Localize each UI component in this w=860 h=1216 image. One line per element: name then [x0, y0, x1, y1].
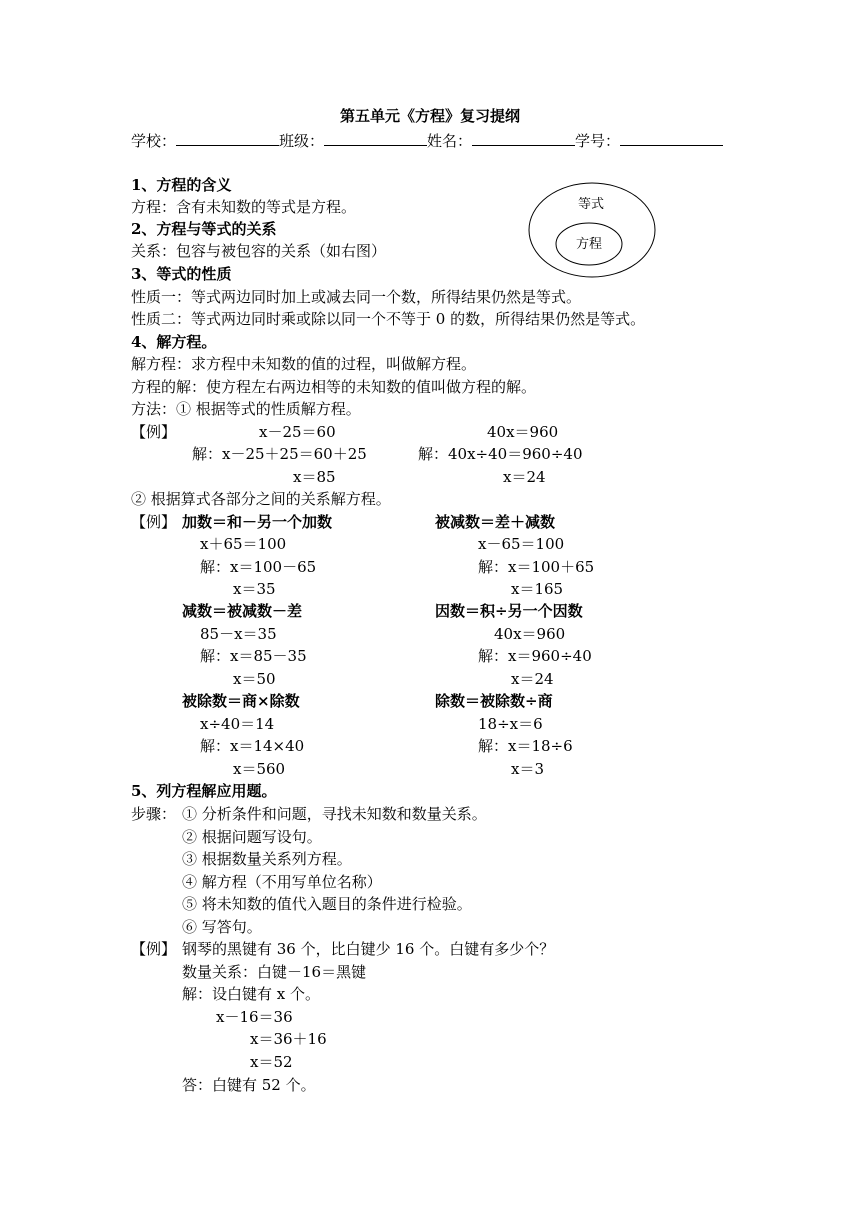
rule-subtrahend-answer: x＝50: [233, 670, 276, 688]
section-3-heading: 3、等式的性质: [131, 265, 232, 283]
rule-divisor-answer: x＝3: [511, 760, 545, 778]
section-2-text: 关系：包容与被包容的关系（如右图）: [131, 242, 387, 260]
example-3-label: 【例】: [131, 940, 177, 958]
rule-dividend-eq: x÷40＝14: [200, 715, 275, 733]
method-2: ② 根据算式各部分之间的关系解方程。: [131, 490, 391, 508]
section-1-text: 方程：含有未知数的等式是方程。: [131, 198, 357, 216]
rule-subtrahend-step: 解：x＝85－35: [200, 647, 307, 665]
section-2-heading: 2、方程与等式的关系: [131, 220, 277, 238]
class-label: 班级：: [279, 132, 325, 150]
equation-line-2: x＝36＋16: [250, 1030, 327, 1048]
answer-statement: 答：白键有 52 个。: [182, 1076, 316, 1094]
rule-addend-eq: x＋65＝100: [200, 535, 287, 553]
step-5: ⑤ 将未知数的值代入题目的条件进行检验。: [182, 895, 472, 913]
section-1-heading: 1、方程的含义: [131, 176, 232, 194]
school-blank[interactable]: [176, 131, 279, 146]
example-2-label: 【例】: [131, 513, 177, 531]
step-6: ⑥ 写答句。: [182, 918, 262, 936]
example-a-line-1: x－25＝60: [259, 423, 336, 441]
rule-divisor: 除数＝被除数÷商: [435, 692, 553, 710]
rule-dividend: 被除数＝商×除数: [182, 692, 300, 710]
solve-definition: 解方程：求方程中未知数的值的过程，叫做解方程。: [131, 355, 477, 373]
step-1: ① 分析条件和问题，寻找未知数和数量关系。: [182, 805, 487, 823]
rule-minuend: 被减数＝差＋减数: [435, 513, 556, 531]
rule-addend-step: 解：x＝100－65: [200, 558, 317, 576]
example-b-line-3: x＝24: [503, 468, 546, 486]
quantity-relation: 数量关系：白键－16＝黑键: [182, 963, 367, 981]
section-4-heading: 4、解方程。: [131, 333, 217, 351]
equation-line-3: x＝52: [250, 1053, 293, 1071]
name-label: 姓名：: [427, 132, 473, 150]
rule-factor-step: 解：x＝960÷40: [478, 647, 592, 665]
venn-diagram: [527, 180, 659, 280]
steps-label: 步骤：: [131, 805, 177, 823]
page-title: 第五单元《方程》复习提纲: [339, 107, 520, 125]
venn-inner-label: 方程: [575, 237, 603, 252]
solution-definition: 方程的解：使方程左右两边相等的未知数的值叫做方程的解。: [131, 378, 537, 396]
info-fields-row: [131, 131, 723, 151]
student-no-label: 学号：: [575, 132, 621, 150]
property-1: 性质一：等式两边同时加上或减去同一个数，所得结果仍然是等式。: [131, 288, 582, 306]
step-3: ③ 根据数量关系列方程。: [182, 850, 352, 868]
student-no-blank[interactable]: [620, 131, 723, 146]
rule-dividend-answer: x＝560: [233, 760, 286, 778]
example-label: 【例】: [131, 423, 177, 441]
rule-minuend-eq: x－65＝100: [478, 535, 565, 553]
equation-line-1: x－16＝36: [216, 1008, 293, 1026]
rule-factor-answer: x＝24: [511, 670, 554, 688]
example-b-line-1: 40x＝960: [487, 423, 559, 441]
word-problem: 钢琴的黑键有 36 个，比白键少 16 个。白键有多少个？: [182, 940, 555, 958]
rule-dividend-step: 解：x＝14×40: [200, 737, 305, 755]
rule-factor: 因数＝积÷另一个因数: [435, 602, 583, 620]
example-a-line-2: 解：x－25＋25＝60＋25: [192, 445, 367, 463]
let-statement: 解：设白键有 x 个。: [182, 985, 320, 1003]
example-b-line-2: 解：40x÷40＝960÷40: [418, 445, 583, 463]
rule-divisor-step: 解：x＝18÷6: [478, 737, 573, 755]
rule-addend: 加数＝和－另一个加数: [182, 513, 333, 531]
step-2: ② 根据问题写设句。: [182, 828, 322, 846]
name-blank[interactable]: [472, 131, 575, 146]
rule-divisor-eq: 18÷x＝6: [478, 715, 543, 733]
example-a-line-3: x＝85: [293, 468, 336, 486]
rule-subtrahend: 减数＝被减数－差: [182, 602, 303, 620]
rule-addend-answer: x＝35: [233, 580, 276, 598]
rule-factor-eq: 40x＝960: [494, 625, 566, 643]
rule-subtrahend-eq: 85－x＝35: [200, 625, 277, 643]
section-5-heading: 5、列方程解应用题。: [131, 782, 277, 800]
rule-minuend-answer: x＝165: [511, 580, 564, 598]
step-4: ④ 解方程（不用写单位名称）: [182, 873, 382, 891]
property-2: 性质二：等式两边同时乘或除以同一个不等于 0 的数，所得结果仍然是等式。: [131, 310, 646, 328]
method-1: 方法：① 根据等式的性质解方程。: [131, 400, 361, 418]
class-blank[interactable]: [324, 131, 427, 146]
rule-minuend-step: 解：x＝100＋65: [478, 558, 595, 576]
school-label: 学校：: [131, 132, 177, 150]
venn-outer-label: 等式: [577, 197, 605, 212]
